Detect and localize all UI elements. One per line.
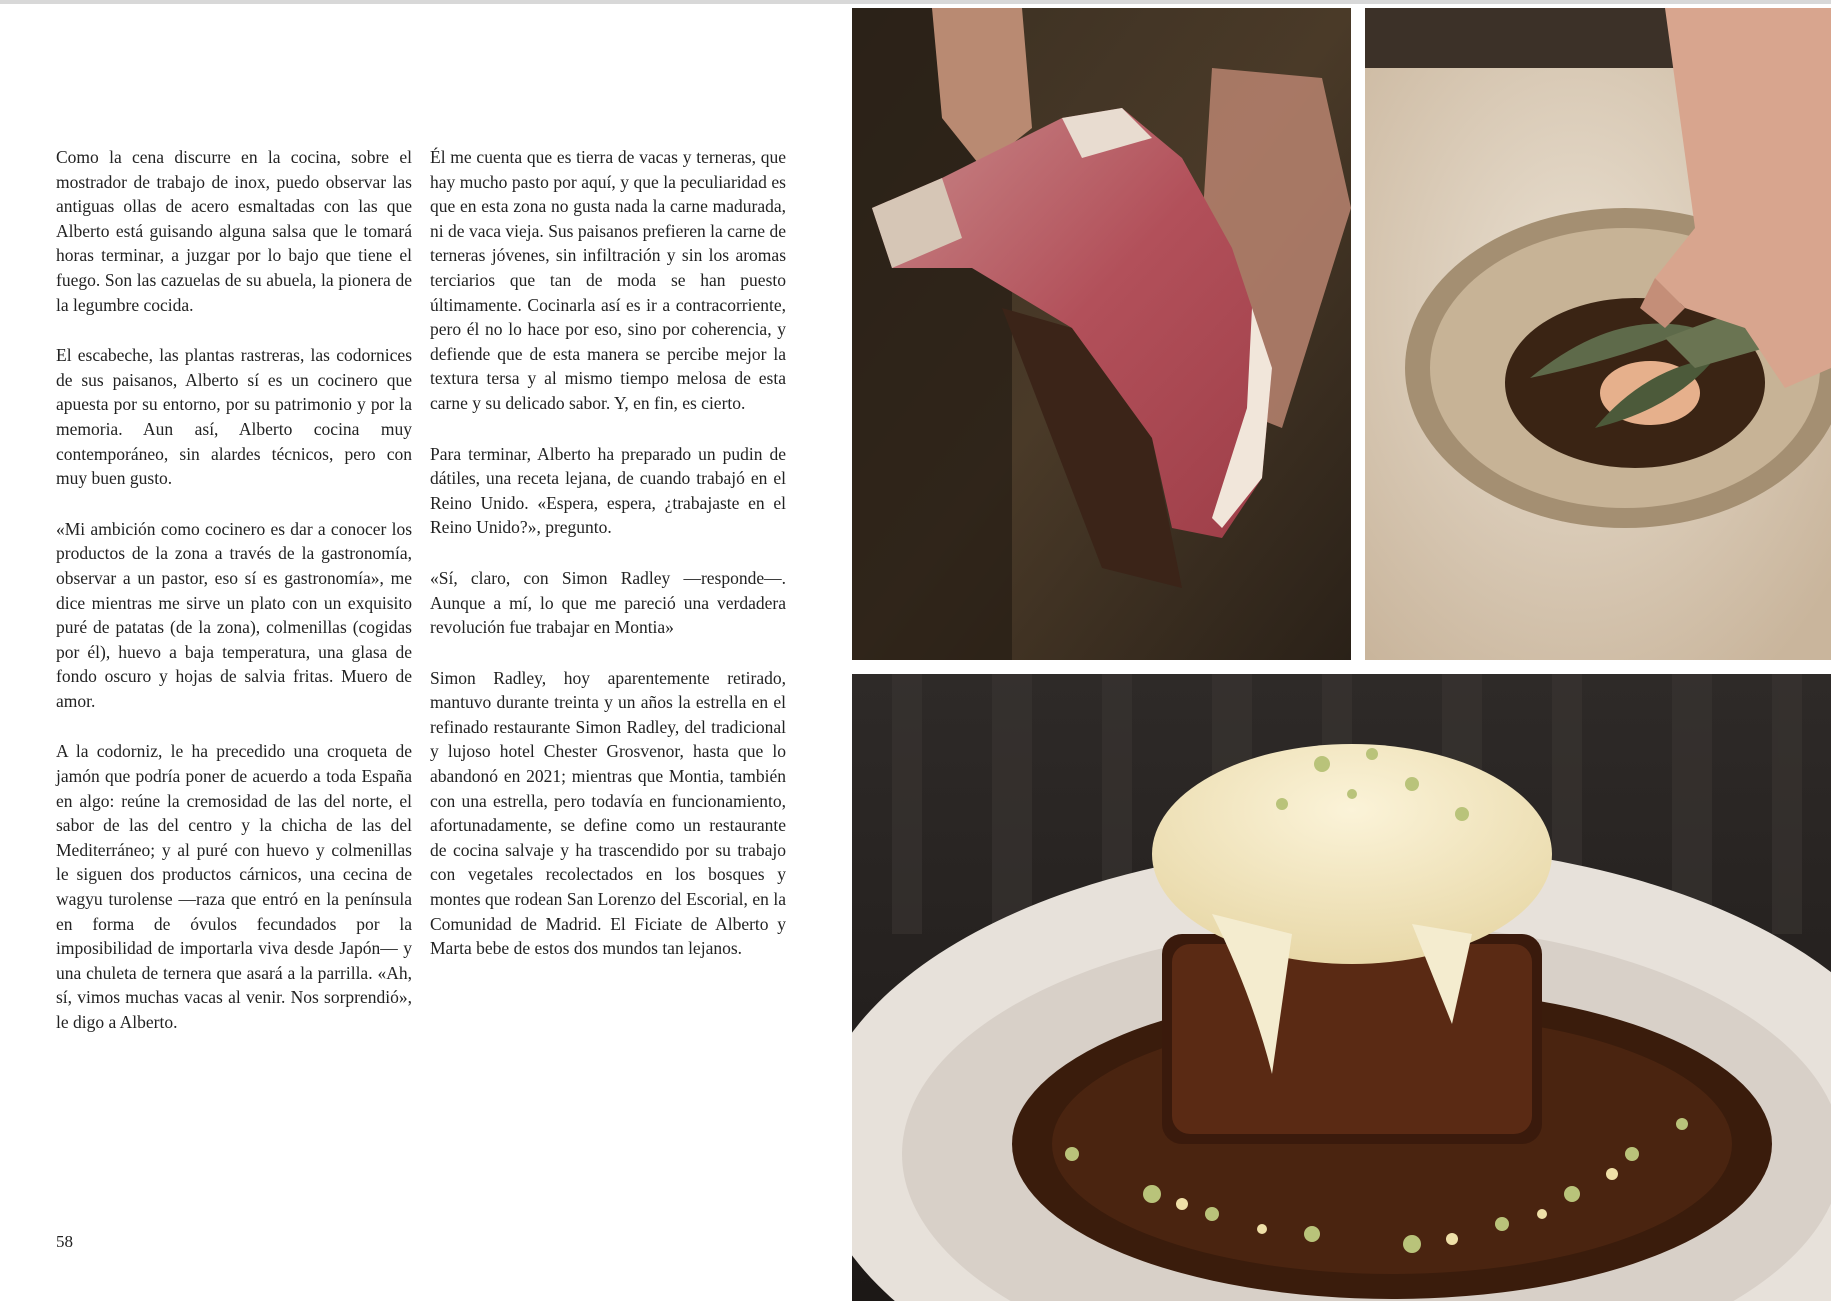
text-column-right xyxy=(430,145,786,987)
photo-date-pudding xyxy=(852,674,1831,1301)
text-column-left xyxy=(56,145,412,1061)
paragraph: Para terminar, Alberto ha preparado un pudin de dátiles, una receta lejana, de cuando trabajó en el Reino Unido. «Espera, espera, ¿trabajaste en el Reino Unido?», pregunto. xyxy=(430,443,786,538)
page-number: 58 xyxy=(56,1232,73,1251)
paragraph: A la codorniz, le ha precedido una croqueta de jamón que podría poner de acuerdo a toda España en algo: reúne la cremosidad de las del norte, el sabor de las del centro y la chicha de las del Mediterráneo; y al puré con huevo y colmenillas le siguen dos productos cárnicos, una cecina de wagyu turolense —raza que entró en la península en forma de óvulos fecundados por la imposibilidad de importarla viva desde Japón— y una chuleta de ternera que asará a la parrilla. «Ah, sí, vimos muchas vacas al venir. Nos sorprendió», le digo a Alberto. xyxy=(56,741,412,1032)
paragraph: «Mi ambición como cocinero es dar a conocer los productos de la zona a través de la gastronomía, observar a un pastor, eso sí es gastronomía», me dice mientras me sirve un plato con un exquisito puré de patatas (de la zona), colmenillas (cogidas por él), huevo a baja temperatura, una glasa de fondo oscuro y hojas de salvia fritas. Muero de amor. xyxy=(56,518,412,711)
viewer-top-border xyxy=(0,0,1831,4)
paragraph: Como la cena discurre en la cocina, sobre el mostrador de trabajo de inox, puedo observar las antiguas ollas de acero esmaltadas con las que Alberto está guisando alguna salsa que le tomará horas terminar, a juzgar por lo bajo que tiene el fuego. Son las cazuelas de su abuela, la pionera de la legumbre cocida. xyxy=(56,147,412,315)
paragraph: Él me cuenta que es tierra de vacas y terneras, que hay mucho pasto por aquí, y que la peculiaridad es que en esta zona no gusta nada la carne madurada, ni de vaca vieja. Sus paisanos prefieren la carne de terneras jóvenes, sin infiltración y sin los aromas terciarios que tan de moda se han puesto últimamente. Cocinarla así es ir a contracorriente, pero él no lo hace por eso, sino por coherencia, y defiende que de esta manera se percibe mejor la textura tersa y al mismo tiempo melosa de esta carne y su delicado sabor. Y, en fin, es cierto. xyxy=(430,147,786,413)
paragraph: El escabeche, las plantas rastreras, las codornices de sus paisanos, Alberto sí es un cocinero que apuesta por su entorno, por su patrimonio y por la memoria. Aun así, Alberto cocina muy contemporáneo, sin alardes técnicos, pero con muy buen gusto. xyxy=(56,345,412,489)
photo-raw-steak xyxy=(852,8,1351,660)
photo-plated-bowl xyxy=(1365,8,1831,660)
paragraph: «Sí, claro, con Simon Radley —responde—. Aunque a mí, lo que me pareció una verdadera revolución fue trabajar en Montia» xyxy=(430,567,786,638)
paragraph: Simon Radley, hoy aparentemente retirado, mantuvo durante treinta y un años la estrella en el refinado restaurante Simon Radley, del tradicional y lujoso hotel Chester Grosvenor, hasta que lo abandonó en 2021; mientras que Montia, también con una estrella, pero todavía en funcionamiento, afortunadamente, se define como un restaurante de cocina salvaje y ha trascendido por su trabajo con vegetales recolectados en los bosques y montes que rodean San Lorenzo del Escorial, en la Comunidad de Madrid. El Ficiate de Alberto y Marta bebe de estos dos mundos tan lejanos. xyxy=(430,667,786,959)
